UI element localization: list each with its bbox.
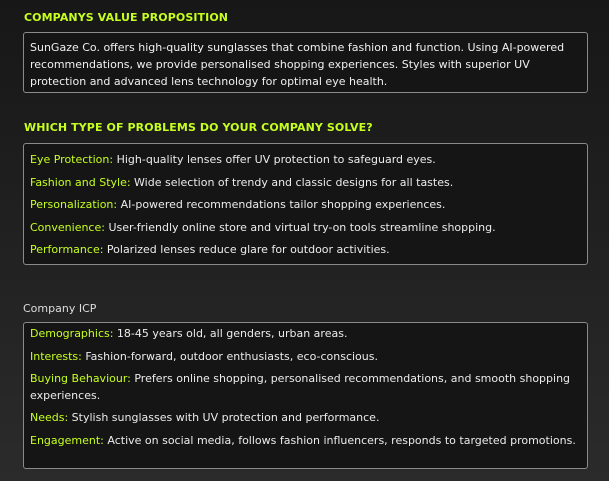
problem-text: AI-powered recommendations tailor shopping experiences. — [117, 198, 446, 211]
company-icp-title: Company ICP — [23, 302, 97, 315]
icp-item — [30, 371, 581, 404]
problem-item — [30, 152, 581, 167]
company-icp-box — [23, 322, 588, 469]
icp-text: Active on social media, follows fashion influencers, responds to targeted promotions. — [103, 433, 576, 447]
icp-label: Interests: — [30, 349, 82, 363]
problem-text: Wide selection of trendy and classic designs for all tastes. — [130, 175, 454, 189]
icp-item — [30, 326, 581, 343]
icp-text: Fashion-forward, outdoor enthusiasts, eco-conscious. — [81, 349, 378, 363]
problem-item — [30, 220, 581, 235]
problems-title: WHICH TYPE OF PROBLEMS DO YOUR COMPANY SOLVE? — [24, 121, 373, 134]
problem-text: High-quality lenses offer UV protection to safeguard eyes. — [113, 153, 436, 166]
icp-item — [30, 349, 581, 366]
icp-label: Demographics: — [30, 327, 114, 340]
problem-label: Personalization: — [30, 198, 118, 211]
icp-item — [30, 410, 581, 427]
problem-text: User-friendly online store and virtual try-on tools streamline shopping. — [104, 220, 496, 234]
problem-item — [30, 175, 581, 190]
problem-label: Performance: — [30, 243, 104, 256]
problem-text: Polarized lenses reduce glare for outdoor activities. — [103, 243, 390, 256]
icp-label: Engagement: — [30, 433, 104, 447]
icp-label: Needs: — [30, 411, 69, 424]
problem-item — [30, 197, 581, 212]
icp-item — [30, 433, 581, 450]
value-proposition-title: COMPANYS VALUE PROPOSITION — [24, 11, 229, 24]
value-proposition-text: SunGaze Co. offers high-quality sunglasses that combine fashion and function. Using AI-powered recommendations, we provide personalised shopping experiences. Styles with superior UV protection and advanced lens technology for optimal eye health. — [30, 41, 565, 88]
problem-item — [30, 242, 581, 257]
problem-label: Eye Protection: — [30, 153, 114, 166]
icp-text: 18-45 years old, all genders, urban areas. — [113, 327, 348, 340]
problem-label: Convenience: — [30, 220, 105, 234]
problem-label: Fashion and Style: — [30, 175, 131, 189]
icp-text: Stylish sunglasses with UV protection and performance. — [68, 411, 380, 424]
icp-label: Buying Behaviour: — [30, 372, 131, 385]
icp-text: Prefers online shopping, personalised recommendations, and smooth shopping experiences. — [30, 372, 571, 402]
problems-box — [23, 143, 588, 265]
value-proposition-box — [23, 32, 588, 93]
